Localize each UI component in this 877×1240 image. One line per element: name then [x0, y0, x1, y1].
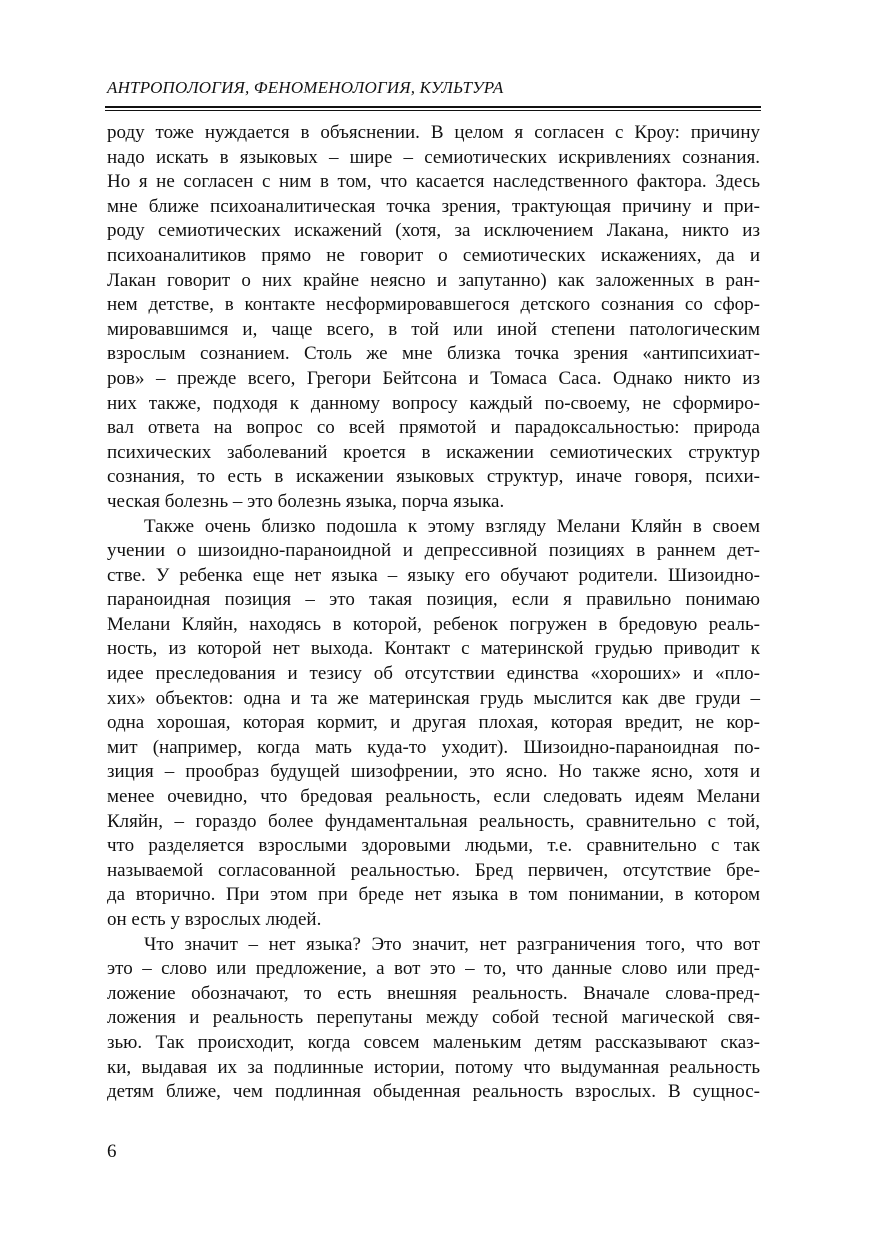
text-line: психоаналитиков прямо не говорит о семиотических искажениях, да и — [107, 244, 760, 266]
text-line: мит (например, когда мать куда-то уходит). Шизоидно-параноидная по- — [107, 736, 760, 758]
text-line: взрослым сознанием. Столь же мне близка точка зрения «антипсихиат- — [107, 343, 760, 365]
text-line: это – слово или предложение, а вот это – то, что данные слово или пред- — [107, 958, 760, 980]
text-line: Лакан говорит о них крайне неясно и запутанно) как заложенных в ран- — [107, 269, 760, 291]
header-rule-thin — [105, 110, 761, 111]
text-line: Также очень близко подошла к этому взгляду Мелани Кляйн в своем — [144, 515, 760, 537]
text-line: роду тоже нуждается в объяснении. В целом я согласен с Кроу: причину — [107, 122, 760, 143]
text-line: ложение обозначают, то есть внешняя реальность. Вначале слова-пред- — [107, 982, 760, 1004]
text-line: учении о шизоидно-параноидной и депрессивной позициях в раннем дет- — [107, 540, 760, 562]
text-line: зиция – прообраз будущей шизофрении, это ясно. Но также ясно, хотя и — [107, 761, 760, 783]
text-line: ложения и реальность перепутаны между собой тесной магической свя- — [107, 1007, 760, 1029]
page-number: 6 — [107, 1141, 117, 1162]
text-line: что разделяется взрослыми здоровыми людьми, т.е. сравнительно с так — [107, 835, 760, 857]
text-line: Мелани Кляйн, находясь в которой, ребенок погружен в бредовую реаль- — [107, 613, 760, 635]
text-line: идее преследования и тезису об отсутствии единства «хороших» и «пло- — [107, 663, 760, 685]
text-line: них также, подходя к данному вопросу каждый по-своему, не сформиро- — [107, 392, 760, 414]
text-line: детям ближе, чем подлинная обыденная реальность взрослых. В сущнос- — [107, 1081, 760, 1103]
text-line: мне ближе психоаналитическая точка зрения, трактующая причину и при- — [107, 195, 760, 217]
text-line: менее очевидно, что бредовая реальность, если следовать идеям Мелани — [107, 786, 760, 808]
text-line: он есть у взрослых людей. — [107, 909, 322, 930]
text-line: мировавшимся и, чаще всего, в той или иной степени патологическим — [107, 318, 760, 340]
text-line: нем детстве, в контакте несформировавшегося детского сознания со сфор- — [107, 294, 760, 316]
text-line: Кляйн, – гораздо более фундаментальная реальность, сравнительно с той, — [107, 810, 760, 832]
text-line: надо искать в языковых – шире – семиотических искривлениях сознания. — [107, 146, 760, 168]
text-line: вал ответа на вопрос со всей прямотой и парадоксальностью: природа — [107, 417, 760, 439]
text-line: ки, выдавая их за подлинные истории, потому что выдуманная реальность — [107, 1056, 760, 1078]
text-line: Но я не согласен с ним в том, что касается наследственного фактора. Здесь — [107, 171, 760, 193]
running-head: АНТРОПОЛОГИЯ, ФЕНОМЕНОЛОГИЯ, КУЛЬТУРА — [107, 78, 504, 97]
text-line: психических заболеваний кроется в искажении семиотических структур — [107, 441, 760, 463]
text-line: ность, из которой нет выхода. Контакт с материнской грудью приводит к — [107, 638, 760, 660]
text-line: сознания, то есть в искажении языковых структур, иначе говоря, психи- — [107, 466, 760, 488]
text-line: одна хорошая, которая кормит, и другая плохая, которая вредит, не кор- — [107, 712, 760, 734]
text-line: стве. У ребенка еще нет языка – языку его обучают родители. Шизоидно- — [107, 564, 760, 586]
text-line: роду семиотических искажений (хотя, за исключением Лакана, никто из — [107, 220, 760, 242]
header-rule-thick — [105, 106, 761, 108]
text-line: ческая болезнь – это болезнь языка, порча языка. — [107, 490, 505, 512]
text-line: ров» – прежде всего, Грегори Бейтсона и Томаса Саса. Однако никто из — [107, 367, 760, 389]
text-line: Что значит – нет языка? Это значит, нет разграничения того, что вот — [144, 933, 760, 955]
text-line: параноидная позиция – это такая позиция, если я правильно понимаю — [107, 589, 760, 611]
text-line: да вторично. При этом при бреде нет языка в том понимании, в котором — [107, 884, 760, 906]
text-line: зью. Так происходит, когда совсем маленьким детям рассказывают сказ- — [107, 1031, 760, 1053]
text-line: хих» объектов: одна и та же материнская грудь мыслится как две груди – — [107, 687, 760, 709]
text-line: называемой согласованной реальностью. Бред первичен, отсутствие бре- — [107, 859, 760, 881]
body-text — [107, 121, 760, 1105]
